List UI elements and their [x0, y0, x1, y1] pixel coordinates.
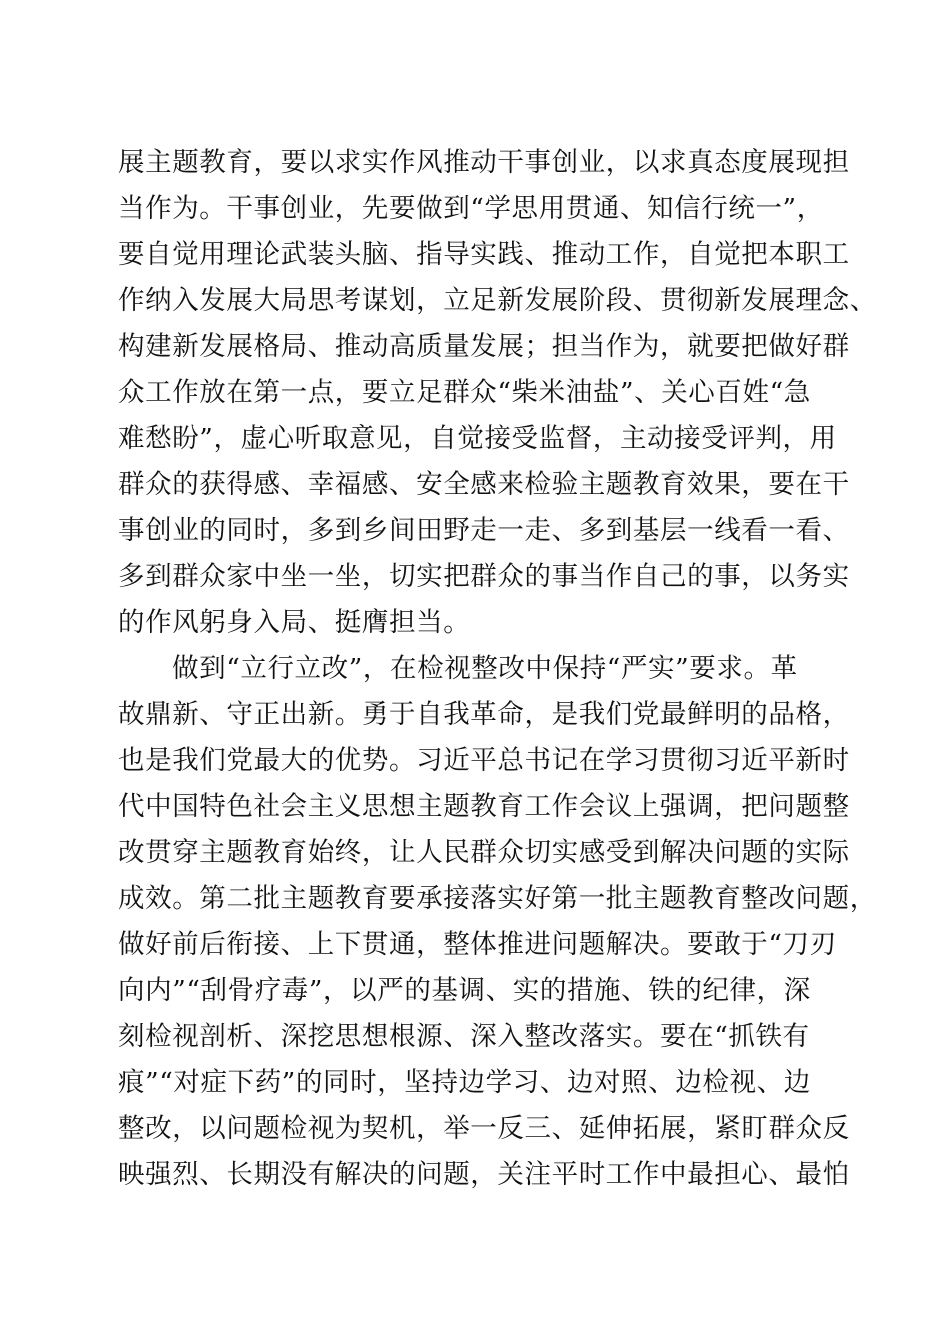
text-line: 多到群众家中坐一坐，切实把群众的事当作自己的事，以务实 — [118, 561, 850, 592]
text-line: 向内”“刮骨疗毒”，以严的基调、实的措施、铁的纪律，深 — [118, 975, 811, 1006]
text-line: 难愁盼”，虚心听取意见，自觉接受监督，主动接受评判，用 — [118, 423, 837, 454]
text-line: 代中国特色社会主义思想主题教育工作会议上强调，把问题整 — [118, 791, 850, 822]
text-line: 群众的获得感、幸福感、安全感来检验主题教育效果，要在干 — [118, 469, 850, 500]
text-line: 构建新发展格局、推动高质量发展；担当作为，就要把做好群 — [118, 331, 850, 362]
text-line: 展主题教育，要以求实作风推动干事创业，以求真态度展现担 — [118, 147, 850, 178]
text-line: 作纳入发展大局思考谋划，立足新发展阶段、贯彻新发展理念、 — [118, 285, 877, 316]
text-line: 的作风躬身入局、挺膺担当。 — [118, 607, 471, 638]
text-line: 也是我们党最大的优势。习近平总书记在学习贯彻习近平新时 — [118, 745, 850, 776]
body-text — [118, 140, 877, 1198]
text-line: 整改，以问题检视为契机，举一反三、延伸拓展，紧盯群众反 — [118, 1113, 850, 1144]
text-line: 事创业的同时，多到乡间田野走一走、多到基层一线看一看、 — [118, 515, 850, 546]
text-line: 改贯穿主题教育始终，让人民群众切实感受到解决问题的实际 — [118, 837, 850, 868]
text-line: 痕”“对症下药”的同时，坚持边学习、边对照、边检视、边 — [118, 1067, 811, 1098]
paragraph-start-line: 做到“立行立改”，在检视整改中保持“严实”要求。革 — [172, 653, 798, 684]
text-line: 刻检视剖析、深挖思想根源、深入整改落实。要在“抓铁有 — [118, 1021, 810, 1052]
text-line: 做好前后衔接、上下贯通，整体推进问题解决。要敢于“刀刃 — [118, 929, 837, 960]
text-line: 当作为。干事创业，先要做到“学思用贯通、知信行统一”， — [118, 193, 824, 224]
text-line: 要自觉用理论武装头脑、指导实践、推动工作，自觉把本职工 — [118, 239, 850, 270]
text-line: 成效。第二批主题教育要承接落实好第一批主题教育整改问题， — [118, 883, 877, 914]
text-line: 故鼎新、守正出新。勇于自我革命，是我们党最鲜明的品格， — [118, 699, 850, 730]
text-line: 众工作放在第一点，要立足群众“柴米油盐”、关心百姓“急 — [118, 377, 811, 408]
text-line: 映强烈、长期没有解决的问题，关注平时工作中最担心、最怕 — [118, 1159, 850, 1190]
